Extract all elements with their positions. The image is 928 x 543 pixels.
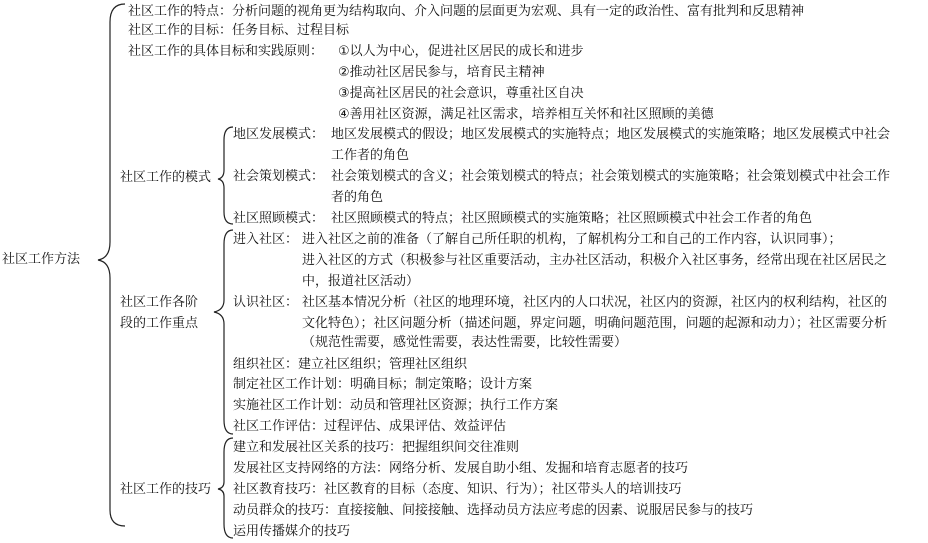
skill-5: 运用传播媒介的技巧: [233, 524, 351, 539]
model-3-line1: 社区照顾模式的特点；社区照顾模式的实施策略；社区照顾模式中社会工作者的角色: [331, 211, 813, 226]
root-label: 社区工作方法: [2, 252, 81, 267]
stage-implement: 实施社区工作计划：动员和管理社区资源；执行工作方案: [233, 398, 559, 413]
models-label: 社区工作的模式: [120, 170, 212, 185]
stage-organize: 组织社区：建立社区组织；管理社区组织: [233, 357, 468, 372]
stages-bracket: [214, 230, 233, 434]
principle-4: ④善用社区资源，满足社区需求，培养相互关怀和社区照顾的美德: [338, 107, 714, 122]
know-name: 认识社区：: [233, 295, 299, 310]
model-2-line2: 者的角色: [331, 190, 384, 205]
features-line: 社区工作的特点：分析问题的视角更为结构取向、介入问题的层面更为宏观、具有一定的政治性、富有批判和反思精神: [128, 4, 805, 19]
enter-name: 进入社区：: [233, 232, 299, 247]
stage-plan: 制定社区工作计划：明确目标；制定策略；设计方案: [233, 377, 533, 392]
enter-line3: 中，报道社区活动）: [302, 274, 420, 289]
know-line1: 社区基本情况分析（社区的地理环境，社区内的人口状况，社区内的资源，社区内的权利结构，社区的: [302, 295, 888, 310]
model-2-line1: 社会策划模式的含义；社会策划模式的特点；社会策划模式的实施策略；社会策划模式中社会工作: [331, 169, 891, 184]
know-line2: 文化特色）；社区问题分析（描述问题，界定问题，明确问题范围，问题的起源和动力）；社区需要分析: [302, 316, 888, 331]
skill-3: 社区教育技巧：社区教育的目标（态度、知识、行为）；社区带头人的培训技巧: [233, 482, 682, 497]
skill-2: 发展社区支持网络的方法：网络分析、发展自助小组、发掘和培育志愿者的技巧: [233, 461, 689, 476]
stage-evaluate: 社区工作评估：过程评估、成果评估、效益评估: [233, 419, 507, 434]
model-1-name: 地区发展模式：: [233, 127, 325, 142]
stages-label-line2: 段的工作重点: [120, 316, 199, 331]
model-1-line2: 工作者的角色: [331, 148, 410, 163]
skills-bracket: [218, 438, 233, 538]
know-line3: （规范性需要，感觉性需要，表达性需要，比较性需要）: [302, 335, 628, 350]
root-bracket: [98, 4, 125, 526]
goals-line: 社区工作的目标：任务目标、过程目标: [128, 23, 350, 38]
enter-line2: 进入社区的方式（积极参与社区重要活动，主办社区活动，积极介入社区事务，经常出现在社区居民之: [302, 253, 888, 268]
enter-line1: 进入社区之前的准备（了解自己所任职的机构，了解机构分工和自己的工作内容，认识同事）；: [302, 232, 842, 247]
models-bracket: [218, 127, 233, 224]
principles-head: 社区工作的具体目标和实践原则：: [128, 44, 324, 59]
stages-label-line1: 社区工作各阶: [120, 295, 199, 310]
model-3-name: 社区照顾模式：: [233, 211, 325, 226]
principle-2: ②推动社区居民参与，培育民主精神: [338, 65, 545, 80]
principle-1: ①以人为中心，促进社区居民的成长和进步: [338, 44, 584, 59]
skill-4: 动员群众的技巧：直接接触、间接接触、选择动员方法应考虑的因素、说服居民参与的技巧: [233, 503, 754, 518]
model-1-line1: 地区发展模式的假设；地区发展模式的实施特点；地区发展模式的实施策略；地区发展模式中社会: [331, 127, 891, 142]
principle-3: ③提高社区居民的社会意识，尊重社区自决: [338, 86, 584, 101]
model-2-name: 社会策划模式：: [233, 169, 325, 184]
skills-label: 社区工作的技巧: [120, 482, 212, 497]
skill-1: 建立和发展社区关系的技巧：把握组织间交往准则: [233, 440, 520, 455]
